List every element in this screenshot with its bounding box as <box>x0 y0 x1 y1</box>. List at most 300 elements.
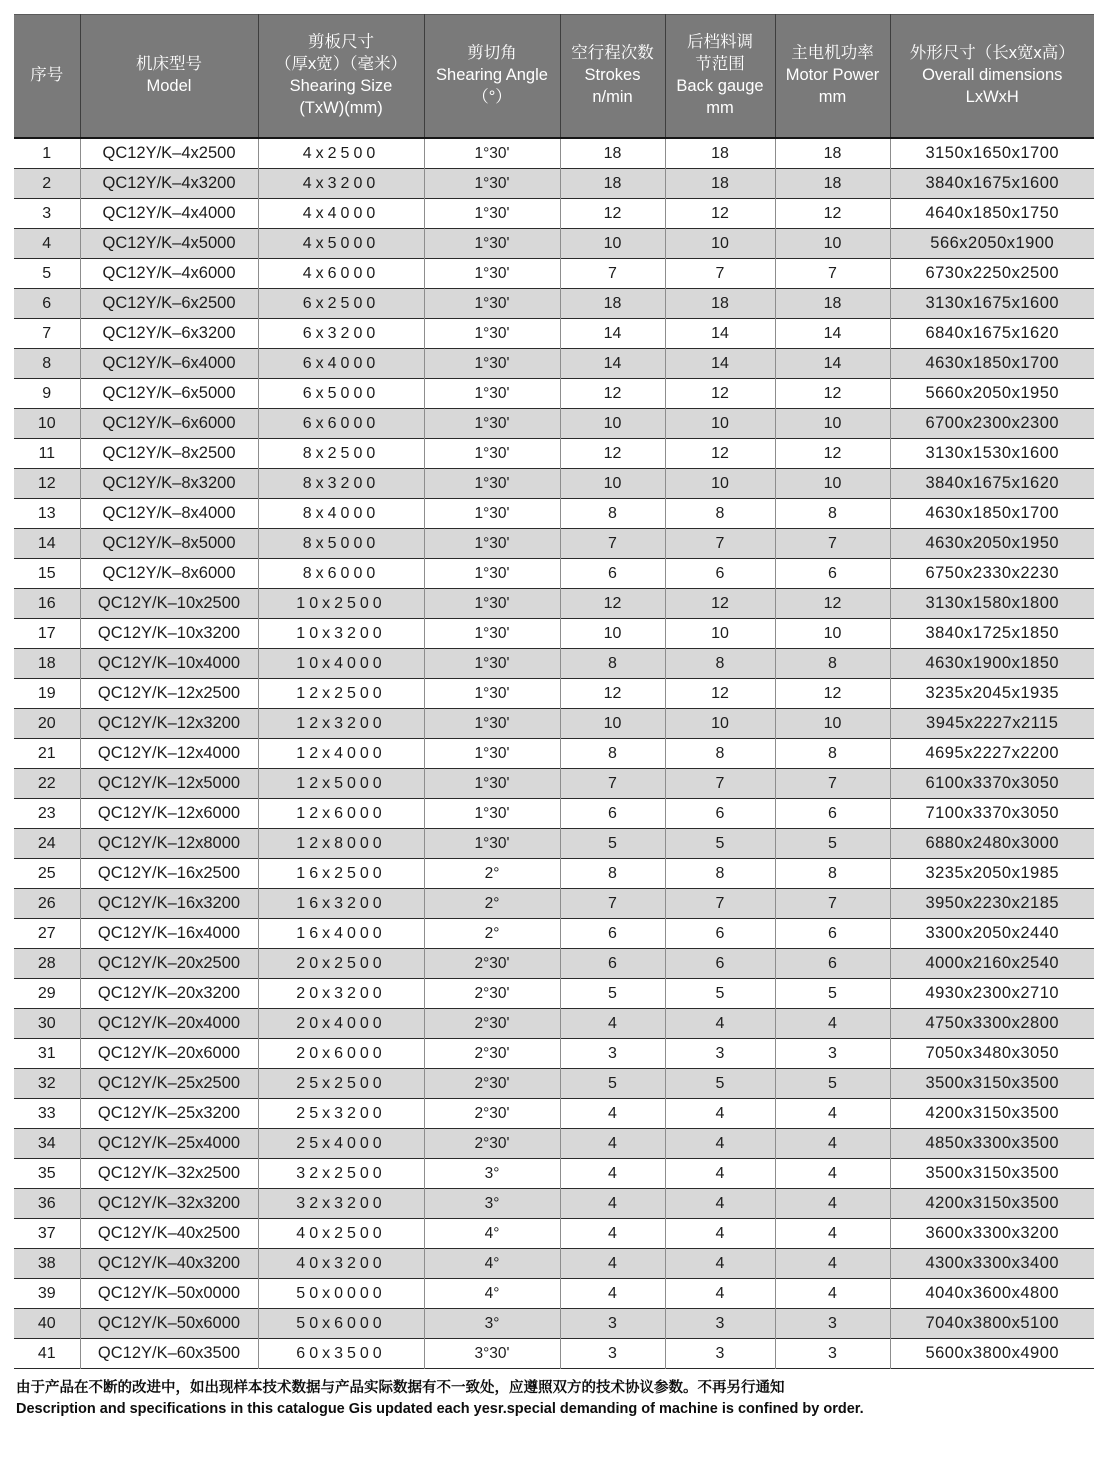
cell-power: 18 <box>775 289 890 319</box>
cell-dims: 3130x1530x1600 <box>890 439 1094 469</box>
cell-angle: 1°30' <box>424 799 560 829</box>
cell-no: 31 <box>14 1039 80 1069</box>
cell-strokes: 5 <box>560 829 665 859</box>
cell-size: 16x3200 <box>258 889 424 919</box>
cell-model: QC12Y/K–50x6000 <box>80 1309 258 1339</box>
table-row <box>14 1069 1094 1099</box>
cell-no: 35 <box>14 1159 80 1189</box>
cell-model: QC12Y/K–40x3200 <box>80 1249 258 1279</box>
cell-angle: 4° <box>424 1279 560 1309</box>
cell-model: QC12Y/K–12x8000 <box>80 829 258 859</box>
cell-model: QC12Y/K–25x3200 <box>80 1099 258 1129</box>
cell-power: 4 <box>775 1249 890 1279</box>
cell-no: 30 <box>14 1009 80 1039</box>
cell-backgauge: 8 <box>665 649 775 679</box>
cell-dims: 7050x3480x3050 <box>890 1039 1094 1069</box>
cell-backgauge: 7 <box>665 259 775 289</box>
cell-power: 4 <box>775 1129 890 1159</box>
cell-backgauge: 6 <box>665 949 775 979</box>
footnotes <box>14 1378 1098 1420</box>
cell-power: 10 <box>775 619 890 649</box>
cell-dims: 7040x3800x5100 <box>890 1309 1094 1339</box>
cell-no: 24 <box>14 829 80 859</box>
cell-power: 8 <box>775 739 890 769</box>
cell-power: 18 <box>775 138 890 169</box>
cell-size: 60x3500 <box>258 1339 424 1369</box>
cell-model: QC12Y/K–16x2500 <box>80 859 258 889</box>
cell-strokes: 3 <box>560 1339 665 1369</box>
cell-dims: 4630x1850x1700 <box>890 349 1094 379</box>
cell-backgauge: 8 <box>665 739 775 769</box>
column-header-dims: 外形尺寸（长x宽x高） Overall dimensions LxWxH <box>890 15 1094 139</box>
cell-size: 12x4000 <box>258 739 424 769</box>
cell-backgauge: 5 <box>665 979 775 1009</box>
cell-power: 7 <box>775 529 890 559</box>
table-row <box>14 799 1094 829</box>
cell-power: 4 <box>775 1159 890 1189</box>
cell-angle: 1°30' <box>424 469 560 499</box>
spec-table <box>14 14 1094 1369</box>
column-header-backgauge: 后档料调 节范围 Back gauge mm <box>665 15 775 139</box>
cell-size: 16x4000 <box>258 919 424 949</box>
cell-model: QC12Y/K–8x3200 <box>80 469 258 499</box>
cell-backgauge: 4 <box>665 1129 775 1159</box>
cell-angle: 3° <box>424 1309 560 1339</box>
cell-dims: 3300x2050x2440 <box>890 919 1094 949</box>
footnote-chinese: 由于产品在不断的改进中，如出现样本技术数据与产品实际数据有不一致处，应遵照双方的技术协议参数。不再另行通知 <box>16 1380 785 1396</box>
cell-angle: 2° <box>424 919 560 949</box>
cell-power: 8 <box>775 499 890 529</box>
cell-power: 7 <box>775 769 890 799</box>
cell-size: 40x3200 <box>258 1249 424 1279</box>
cell-backgauge: 8 <box>665 859 775 889</box>
cell-backgauge: 10 <box>665 409 775 439</box>
table-row <box>14 229 1094 259</box>
cell-backgauge: 18 <box>665 289 775 319</box>
cell-backgauge: 4 <box>665 1009 775 1039</box>
table-row <box>14 589 1094 619</box>
cell-angle: 2°30' <box>424 979 560 1009</box>
cell-angle: 1°30' <box>424 649 560 679</box>
cell-size: 10x2500 <box>258 589 424 619</box>
cell-power: 10 <box>775 409 890 439</box>
cell-no: 40 <box>14 1309 80 1339</box>
cell-backgauge: 4 <box>665 1159 775 1189</box>
cell-angle: 2°30' <box>424 1039 560 1069</box>
cell-dims: 4000x2160x2540 <box>890 949 1094 979</box>
cell-size: 10x3200 <box>258 619 424 649</box>
cell-backgauge: 4 <box>665 1219 775 1249</box>
cell-no: 3 <box>14 199 80 229</box>
cell-power: 10 <box>775 709 890 739</box>
cell-dims: 3840x1675x1600 <box>890 169 1094 199</box>
cell-backgauge: 4 <box>665 1249 775 1279</box>
cell-no: 41 <box>14 1339 80 1369</box>
cell-power: 14 <box>775 319 890 349</box>
cell-dims: 4300x3300x3400 <box>890 1249 1094 1279</box>
cell-angle: 1°30' <box>424 229 560 259</box>
cell-size: 12x2500 <box>258 679 424 709</box>
cell-strokes: 6 <box>560 559 665 589</box>
cell-angle: 1°30' <box>424 199 560 229</box>
table-head <box>14 15 1094 139</box>
cell-no: 37 <box>14 1219 80 1249</box>
cell-no: 16 <box>14 589 80 619</box>
table-row <box>14 1339 1094 1369</box>
cell-backgauge: 8 <box>665 499 775 529</box>
cell-dims: 6730x2250x2500 <box>890 259 1094 289</box>
cell-strokes: 7 <box>560 529 665 559</box>
cell-no: 21 <box>14 739 80 769</box>
cell-no: 1 <box>14 138 80 169</box>
cell-model: QC12Y/K–60x3500 <box>80 1339 258 1369</box>
cell-size: 6x4000 <box>258 349 424 379</box>
cell-power: 5 <box>775 1069 890 1099</box>
cell-backgauge: 12 <box>665 379 775 409</box>
table-row <box>14 619 1094 649</box>
cell-model: QC12Y/K–25x2500 <box>80 1069 258 1099</box>
cell-dims: 6750x2330x2230 <box>890 559 1094 589</box>
cell-backgauge: 6 <box>665 559 775 589</box>
cell-backgauge: 7 <box>665 769 775 799</box>
cell-dims: 6100x3370x3050 <box>890 769 1094 799</box>
cell-model: QC12Y/K–40x2500 <box>80 1219 258 1249</box>
cell-dims: 566x2050x1900 <box>890 229 1094 259</box>
cell-strokes: 5 <box>560 1069 665 1099</box>
table-row <box>14 919 1094 949</box>
cell-model: QC12Y/K–12x6000 <box>80 799 258 829</box>
cell-angle: 3° <box>424 1159 560 1189</box>
cell-size: 8x5000 <box>258 529 424 559</box>
table-row <box>14 169 1094 199</box>
cell-strokes: 3 <box>560 1309 665 1339</box>
cell-size: 25x3200 <box>258 1099 424 1129</box>
cell-backgauge: 6 <box>665 799 775 829</box>
cell-strokes: 6 <box>560 799 665 829</box>
table-row <box>14 409 1094 439</box>
cell-strokes: 8 <box>560 499 665 529</box>
cell-model: QC12Y/K–10x3200 <box>80 619 258 649</box>
cell-dims: 4640x1850x1750 <box>890 199 1094 229</box>
cell-power: 3 <box>775 1339 890 1369</box>
cell-power: 7 <box>775 259 890 289</box>
cell-size: 6x3200 <box>258 319 424 349</box>
cell-angle: 1°30' <box>424 559 560 589</box>
cell-no: 27 <box>14 919 80 949</box>
table-row <box>14 1099 1094 1129</box>
table-header-row <box>14 15 1094 139</box>
table-row <box>14 769 1094 799</box>
cell-power: 14 <box>775 349 890 379</box>
cell-dims: 4200x3150x3500 <box>890 1189 1094 1219</box>
cell-dims: 4200x3150x3500 <box>890 1099 1094 1129</box>
cell-dims: 3130x1580x1800 <box>890 589 1094 619</box>
cell-backgauge: 14 <box>665 319 775 349</box>
cell-no: 7 <box>14 319 80 349</box>
cell-power: 4 <box>775 1099 890 1129</box>
table-row <box>14 439 1094 469</box>
cell-strokes: 4 <box>560 1219 665 1249</box>
cell-size: 32x2500 <box>258 1159 424 1189</box>
cell-no: 12 <box>14 469 80 499</box>
cell-size: 12x3200 <box>258 709 424 739</box>
cell-no: 10 <box>14 409 80 439</box>
cell-strokes: 7 <box>560 769 665 799</box>
cell-no: 33 <box>14 1099 80 1129</box>
cell-size: 32x3200 <box>258 1189 424 1219</box>
cell-strokes: 12 <box>560 379 665 409</box>
cell-model: QC12Y/K–6x2500 <box>80 289 258 319</box>
cell-strokes: 8 <box>560 859 665 889</box>
cell-size: 4x6000 <box>258 259 424 289</box>
cell-no: 34 <box>14 1129 80 1159</box>
cell-model: QC12Y/K–10x2500 <box>80 589 258 619</box>
cell-model: QC12Y/K–4x2500 <box>80 138 258 169</box>
cell-size: 6x6000 <box>258 409 424 439</box>
column-header-angle: 剪切角 Shearing Angle （°） <box>424 15 560 139</box>
cell-size: 20x6000 <box>258 1039 424 1069</box>
table-row <box>14 709 1094 739</box>
cell-strokes: 18 <box>560 138 665 169</box>
cell-model: QC12Y/K–12x5000 <box>80 769 258 799</box>
cell-backgauge: 18 <box>665 169 775 199</box>
cell-no: 9 <box>14 379 80 409</box>
cell-model: QC12Y/K–4x6000 <box>80 259 258 289</box>
cell-no: 29 <box>14 979 80 1009</box>
cell-model: QC12Y/K–6x5000 <box>80 379 258 409</box>
cell-backgauge: 10 <box>665 469 775 499</box>
cell-backgauge: 7 <box>665 889 775 919</box>
cell-angle: 1°30' <box>424 589 560 619</box>
cell-model: QC12Y/K–32x2500 <box>80 1159 258 1189</box>
cell-size: 8x6000 <box>258 559 424 589</box>
cell-power: 10 <box>775 229 890 259</box>
table-row <box>14 1219 1094 1249</box>
cell-no: 5 <box>14 259 80 289</box>
cell-power: 12 <box>775 589 890 619</box>
cell-angle: 4° <box>424 1219 560 1249</box>
cell-strokes: 4 <box>560 1189 665 1219</box>
cell-angle: 1°30' <box>424 349 560 379</box>
cell-size: 12x8000 <box>258 829 424 859</box>
cell-model: QC12Y/K–32x3200 <box>80 1189 258 1219</box>
cell-size: 16x2500 <box>258 859 424 889</box>
cell-backgauge: 6 <box>665 919 775 949</box>
cell-angle: 1°30' <box>424 379 560 409</box>
cell-no: 15 <box>14 559 80 589</box>
cell-dims: 7100x3370x3050 <box>890 799 1094 829</box>
cell-dims: 4850x3300x3500 <box>890 1129 1094 1159</box>
table-row <box>14 739 1094 769</box>
cell-strokes: 10 <box>560 469 665 499</box>
cell-angle: 2°30' <box>424 1069 560 1099</box>
cell-no: 2 <box>14 169 80 199</box>
table-row <box>14 1249 1094 1279</box>
cell-angle: 2°30' <box>424 1129 560 1159</box>
cell-dims: 3150x1650x1700 <box>890 138 1094 169</box>
cell-backgauge: 12 <box>665 439 775 469</box>
cell-size: 4x5000 <box>258 229 424 259</box>
cell-angle: 1°30' <box>424 499 560 529</box>
cell-model: QC12Y/K–4x5000 <box>80 229 258 259</box>
cell-strokes: 14 <box>560 319 665 349</box>
cell-dims: 3500x3150x3500 <box>890 1159 1094 1189</box>
cell-size: 8x2500 <box>258 439 424 469</box>
cell-power: 8 <box>775 649 890 679</box>
column-header-size: 剪板尺寸 （厚x宽）（毫米） Shearing Size (TxW)(mm) <box>258 15 424 139</box>
cell-dims: 6880x2480x3000 <box>890 829 1094 859</box>
cell-angle: 1°30' <box>424 619 560 649</box>
cell-angle: 1°30' <box>424 439 560 469</box>
cell-size: 25x2500 <box>258 1069 424 1099</box>
column-header-no: 序号 <box>14 15 80 139</box>
cell-strokes: 7 <box>560 259 665 289</box>
cell-model: QC12Y/K–6x6000 <box>80 409 258 439</box>
table-row <box>14 349 1094 379</box>
cell-no: 13 <box>14 499 80 529</box>
cell-model: QC12Y/K–8x4000 <box>80 499 258 529</box>
cell-no: 17 <box>14 619 80 649</box>
cell-strokes: 14 <box>560 349 665 379</box>
cell-angle: 1°30' <box>424 409 560 439</box>
cell-angle: 1°30' <box>424 169 560 199</box>
cell-dims: 3840x1675x1620 <box>890 469 1094 499</box>
cell-strokes: 7 <box>560 889 665 919</box>
cell-strokes: 4 <box>560 1279 665 1309</box>
cell-strokes: 12 <box>560 589 665 619</box>
cell-dims: 3945x2227x2115 <box>890 709 1094 739</box>
cell-angle: 2° <box>424 859 560 889</box>
cell-angle: 2°30' <box>424 949 560 979</box>
cell-model: QC12Y/K–20x6000 <box>80 1039 258 1069</box>
table-row <box>14 259 1094 289</box>
cell-no: 39 <box>14 1279 80 1309</box>
cell-angle: 1°30' <box>424 739 560 769</box>
cell-dims: 4630x1850x1700 <box>890 499 1094 529</box>
cell-dims: 4695x2227x2200 <box>890 739 1094 769</box>
cell-angle: 1°30' <box>424 259 560 289</box>
cell-size: 25x4000 <box>258 1129 424 1159</box>
table-row <box>14 529 1094 559</box>
table-row <box>14 1039 1094 1069</box>
cell-dims: 3235x2045x1935 <box>890 679 1094 709</box>
cell-angle: 1°30' <box>424 138 560 169</box>
cell-no: 26 <box>14 889 80 919</box>
cell-model: QC12Y/K–10x4000 <box>80 649 258 679</box>
cell-strokes: 10 <box>560 709 665 739</box>
cell-backgauge: 3 <box>665 1339 775 1369</box>
cell-size: 4x4000 <box>258 199 424 229</box>
cell-size: 50x0000 <box>258 1279 424 1309</box>
cell-power: 5 <box>775 979 890 1009</box>
cell-dims: 6840x1675x1620 <box>890 319 1094 349</box>
cell-backgauge: 14 <box>665 349 775 379</box>
cell-backgauge: 4 <box>665 1279 775 1309</box>
cell-strokes: 4 <box>560 1249 665 1279</box>
column-header-power: 主电机功率 Motor Power mm <box>775 15 890 139</box>
cell-strokes: 18 <box>560 289 665 319</box>
table-body <box>14 138 1094 1369</box>
cell-model: QC12Y/K–8x6000 <box>80 559 258 589</box>
cell-dims: 3500x3150x3500 <box>890 1069 1094 1099</box>
table-row <box>14 829 1094 859</box>
cell-no: 14 <box>14 529 80 559</box>
column-header-strokes: 空行程次数 Strokes n/min <box>560 15 665 139</box>
cell-power: 10 <box>775 469 890 499</box>
cell-no: 11 <box>14 439 80 469</box>
cell-dims: 3840x1725x1850 <box>890 619 1094 649</box>
cell-angle: 2° <box>424 889 560 919</box>
cell-backgauge: 4 <box>665 1099 775 1129</box>
table-row <box>14 469 1094 499</box>
cell-no: 23 <box>14 799 80 829</box>
cell-no: 38 <box>14 1249 80 1279</box>
table-row <box>14 859 1094 889</box>
cell-backgauge: 5 <box>665 829 775 859</box>
table-row <box>14 319 1094 349</box>
cell-strokes: 4 <box>560 1099 665 1129</box>
cell-strokes: 8 <box>560 739 665 769</box>
cell-angle: 2°30' <box>424 1099 560 1129</box>
cell-dims: 3235x2050x1985 <box>890 859 1094 889</box>
cell-power: 4 <box>775 1219 890 1249</box>
table-row <box>14 979 1094 1009</box>
cell-dims: 4930x2300x2710 <box>890 979 1094 1009</box>
cell-strokes: 12 <box>560 439 665 469</box>
table-row <box>14 679 1094 709</box>
cell-model: QC12Y/K–8x2500 <box>80 439 258 469</box>
cell-size: 50x6000 <box>258 1309 424 1339</box>
cell-dims: 5660x2050x1950 <box>890 379 1094 409</box>
cell-power: 3 <box>775 1039 890 1069</box>
cell-strokes: 6 <box>560 919 665 949</box>
cell-backgauge: 5 <box>665 1069 775 1099</box>
cell-angle: 1°30' <box>424 829 560 859</box>
cell-dims: 3130x1675x1600 <box>890 289 1094 319</box>
column-header-model: 机床型号 Model <box>80 15 258 139</box>
cell-angle: 1°30' <box>424 289 560 319</box>
cell-model: QC12Y/K–50x0000 <box>80 1279 258 1309</box>
cell-dims: 3950x2230x2185 <box>890 889 1094 919</box>
table-row <box>14 889 1094 919</box>
cell-dims: 3600x3300x3200 <box>890 1219 1094 1249</box>
cell-angle: 3°30' <box>424 1339 560 1369</box>
cell-power: 12 <box>775 199 890 229</box>
cell-model: QC12Y/K–20x4000 <box>80 1009 258 1039</box>
cell-no: 20 <box>14 709 80 739</box>
cell-backgauge: 3 <box>665 1039 775 1069</box>
cell-power: 6 <box>775 919 890 949</box>
cell-angle: 1°30' <box>424 769 560 799</box>
cell-no: 32 <box>14 1069 80 1099</box>
cell-strokes: 10 <box>560 619 665 649</box>
cell-backgauge: 10 <box>665 229 775 259</box>
cell-power: 12 <box>775 439 890 469</box>
cell-size: 10x4000 <box>258 649 424 679</box>
cell-model: QC12Y/K–16x4000 <box>80 919 258 949</box>
cell-strokes: 5 <box>560 979 665 1009</box>
cell-power: 12 <box>775 379 890 409</box>
cell-backgauge: 12 <box>665 589 775 619</box>
cell-power: 8 <box>775 859 890 889</box>
cell-strokes: 3 <box>560 1039 665 1069</box>
cell-size: 12x5000 <box>258 769 424 799</box>
cell-size: 20x4000 <box>258 1009 424 1039</box>
cell-model: QC12Y/K–6x3200 <box>80 319 258 349</box>
cell-power: 12 <box>775 679 890 709</box>
cell-dims: 4630x1900x1850 <box>890 649 1094 679</box>
table-row <box>14 1129 1094 1159</box>
